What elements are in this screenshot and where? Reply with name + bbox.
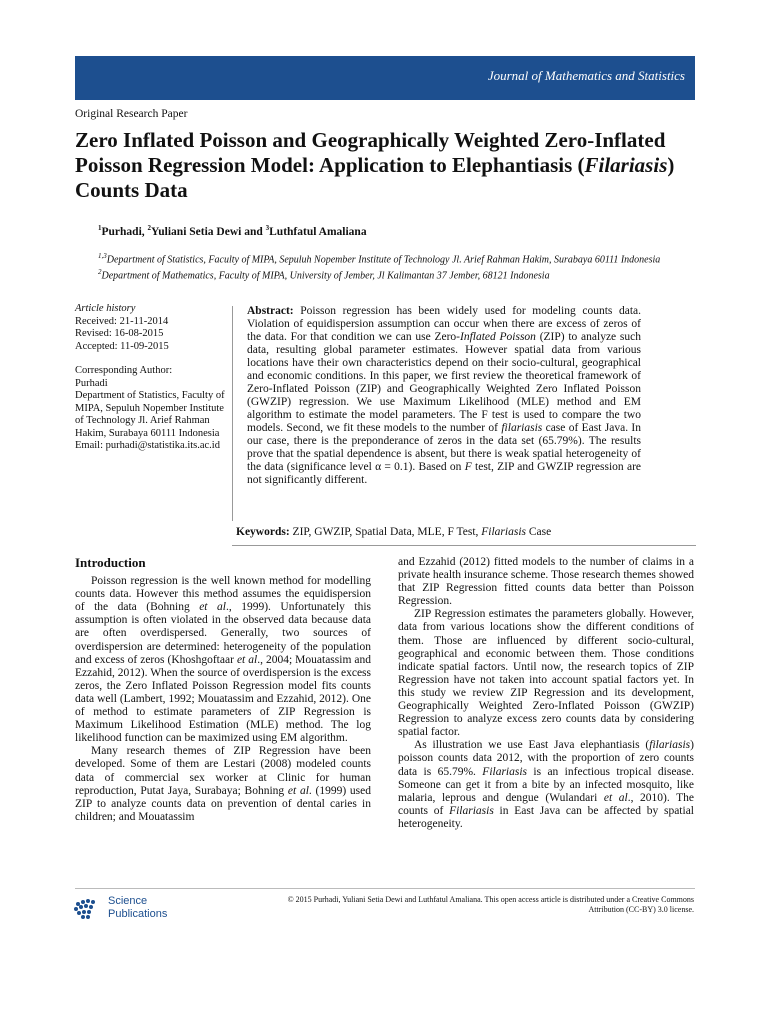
paragraph: Many research themes of ZIP Regression have been developed. Some of them are Lestari (2008) modeled counts data of commercial sex worker at Clinic for human reproduction, Putat Jaya, Surabaya; Bohning et al. (1999) used ZIP to analyze counts data on prevention of dental caries in children; and Mouatassim: [75, 745, 372, 823]
paragraph: and Ezzahid (2012) fitted models to the number of claims in a private health insurance scheme. Those research themes showed that ZIP Regression fitted counts data better than Poisson Regression.: [398, 556, 694, 608]
received-date: Received: 21-11-2014: [75, 315, 169, 327]
left-column: [75, 556, 371, 824]
paragraph: Poisson regression is the well known method for modelling counts data. However this method assumes the equidispersion of the data (Bohning et al., 1999). Unfortunately this assumption is often violated in the observed data because data are often overdispersed. Generally, two sources of overdispersion are determined: heterogeneity of the population and excess of zeros (Khoshgoftaar et al., 2004; Mouatassim and Ezzahid, 2012). When the source of overdispersion is the excess zeros, the Zero Inflated Poisson Regression model fits counts data well (Lambert, 1992; Mouatassim and Ezzahid, 2012). One of method to estimate parameters of ZIP Regression is Maximum Likelihood Estimation (MLE) method. The log likelihood function can be maximized using EM algorithm.: [75, 575, 372, 745]
history-title: Article history: [75, 303, 136, 314]
revised-date: Revised: 16-08-2015: [75, 328, 164, 339]
right-column: [398, 556, 694, 831]
publisher-name: Science Publications: [108, 895, 168, 920]
journal-name: Journal of Mathematics and Statistics: [487, 68, 685, 83]
footer-divider: [75, 888, 695, 889]
paper-type: Original Research Paper: [75, 108, 188, 120]
affiliations: $^{1,3}$Department of Statistics, Faculty of MIPA, Sepuluh Nopember Institute of Technology Jl. Arief Rahman Hakim, Surabaya 60111 Indonesia $^2$Department of Mathematics, Faculty of MIPA, University of Jember, Jl Kalimantan 37 Jember, 68121 Indonesia: [98, 252, 661, 282]
divider: [232, 545, 696, 546]
author-list: $^1$Purhadi, $^2$Yuliani Setia Dewi and $^3$Luthfatul Amaliana: [98, 224, 367, 238]
paper-title: Zero Inflated Poisson and Geographically Weighted Zero-Inflated Poisson Regression Model: Application to Elephantiasis (Filariasis) Counts Data: [75, 128, 675, 202]
section-heading: Introduction: [75, 555, 146, 570]
divider: [232, 306, 233, 521]
corresponding-title: Corresponding Author:: [75, 365, 173, 376]
journal-banner: [75, 56, 695, 100]
corresponding-address: Department of Statistics, Faculty of MIPA, Sepuluh Nopember Institute of Technology Jl. Arief Rahman Hakim, Surabaya 60111 Indonesia: [75, 390, 225, 439]
corresponding-name: Purhadi: [75, 377, 108, 389]
copyright-notice: © 2015 Purhadi, Yuliani Setia Dewi and Luthfatul Amaliana. This open access article is distributed under a Creative Commons Attribution (CC-BY) 3.0 license.: [287, 895, 694, 914]
article-sidebar: [75, 303, 225, 453]
paragraph: As illustration we use East Java elephantiasis (filariasis) poisson counts data 2012, with the proportion of zero counts data is 65.79%. Filariasis is an infectious tropical disease. Someone can get it from a bite by an infected mosquito, like malaria, leprous and dengue (Wulandari et al., 2010). The counts of Filariasis in East Java can be affected by spatial heterogeneity.: [398, 739, 695, 830]
abstract: Abstract: Poisson regression has been widely used for modeling counts data. Violation of equidispersion assumption can occur when there are excess of zeros of the data. For that condition we can use Zero-Inflated Poisson (ZIP) to analyze such data, resulting global parameter estimates. However spatial data from various locations have their own characteristics depend on their socio-cultural, geographical and economic conditions. In this paper, we first review the theoretical framework of Zero-Inflated Poisson (ZIP) and Geographically Weighted Zero Inflated Poisson (GWZIP) regression. We use Maximum Likelihood (MLE) method and EM algorithm to estimate the model parameters. The F test is used to compare the two models. Second, we fit these models to the number of filariasis case of East Java. In our case, there is the preponderance of zeros in the data set (65.79%). The results prove that the spatial dependence is absent, but there is weak spatial heterogeneity of the data (significance level α = 0.1). Based on F test, ZIP and GWZIP regression are not significantly different.: [247, 305, 641, 486]
paragraph: ZIP Regression estimates the parameters globally. However, data from various locations show the different conditions of them. Those are influenced by different socio-cultural, geographical and economic between them. Those conditions indicate spatial factors. Until now, the research topics of ZIP Regression have not taken into account spatial factors yet. In this study we review ZIP Regression and its development, Geographically Weighted Zero-Inflated Poisson (GWZIP) Regression to analyze excess zero counts data by considering spatial factor.: [398, 608, 694, 739]
corresponding-email[interactable]: Email: purhadi@statistika.its.ac.id: [75, 440, 220, 451]
accepted-date: Accepted: 11-09-2015: [75, 340, 169, 352]
keywords: Keywords: ZIP, GWZIP, Spatial Data, MLE, F Test, Filariasis Case: [236, 526, 552, 538]
